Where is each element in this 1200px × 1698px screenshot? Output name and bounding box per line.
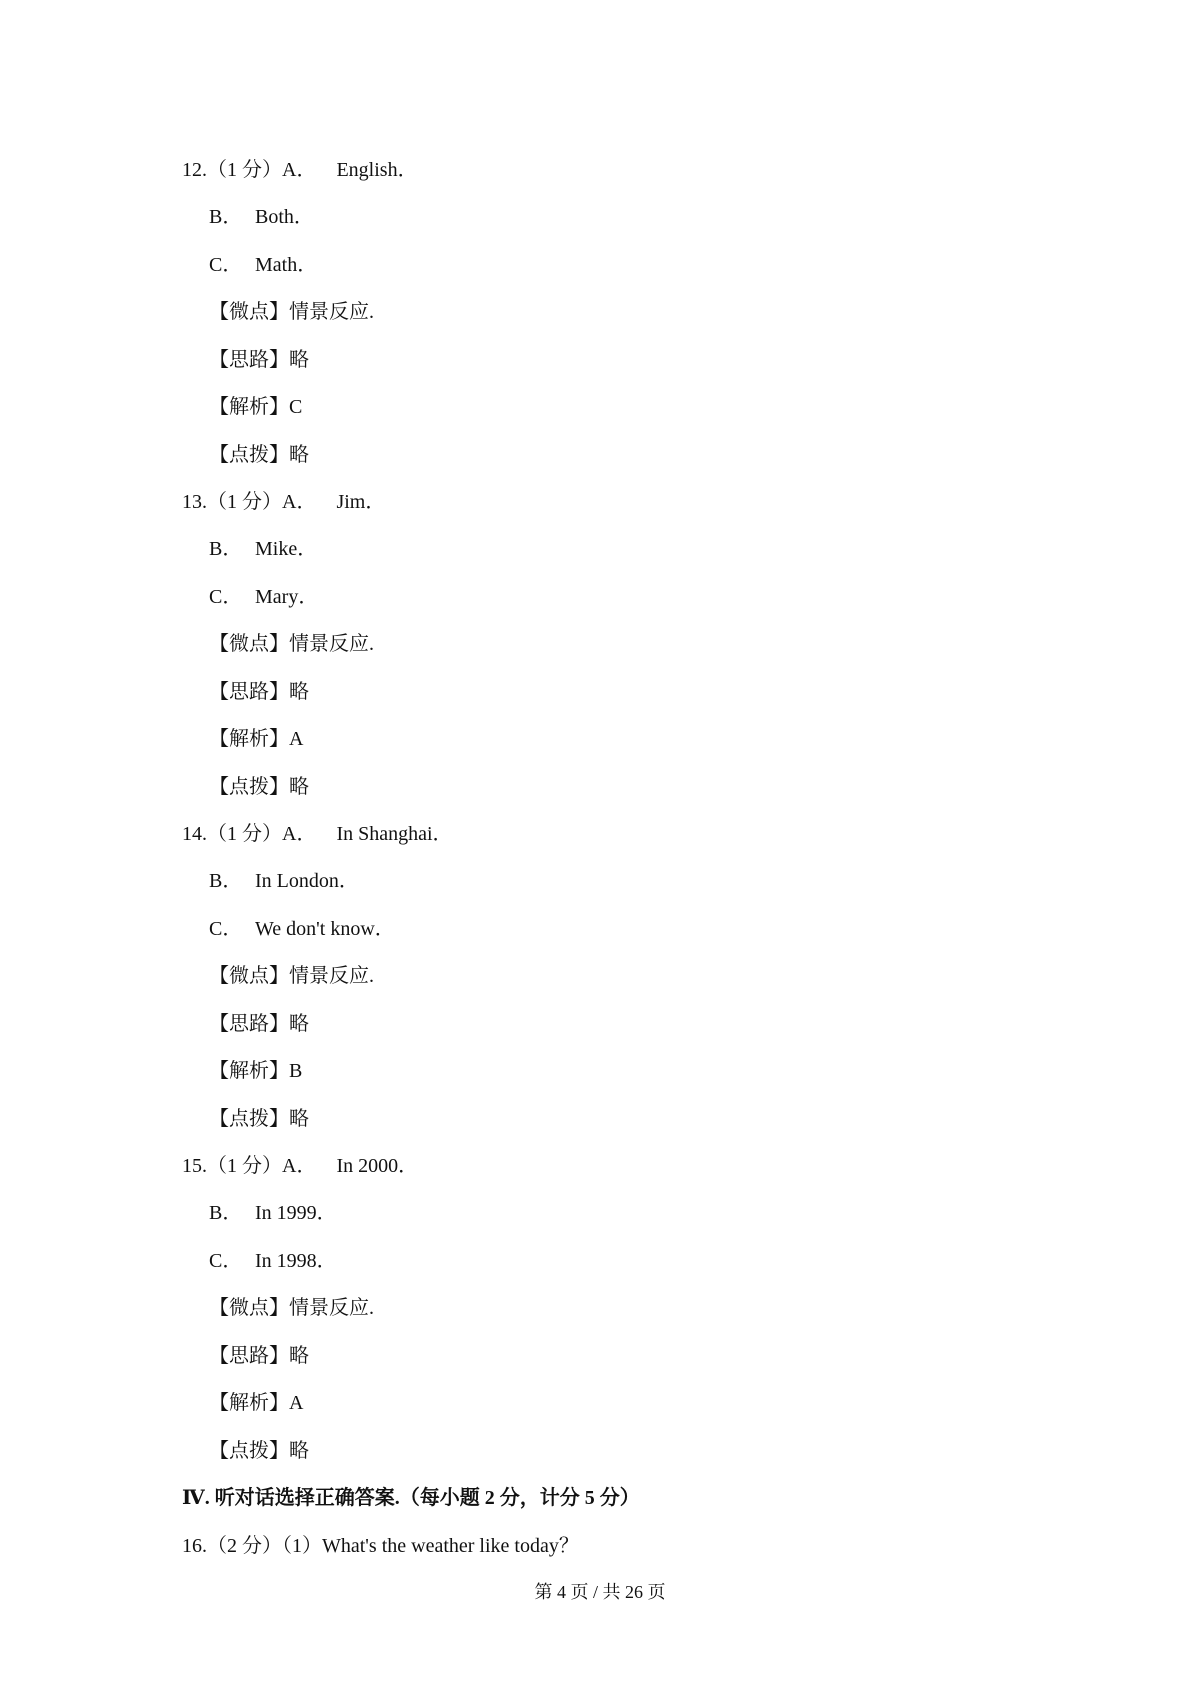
- option-b: [209, 1200, 337, 1226]
- tag-value: 略: [289, 349, 309, 371]
- option-text: In 1998．: [255, 1250, 337, 1272]
- question-number: 15.: [182, 1155, 207, 1177]
- question-13-header: [182, 489, 385, 515]
- tag-label: 【点拨】: [209, 444, 289, 466]
- tag-label: 【思路】: [209, 1013, 289, 1035]
- tag-label: 【微点】: [209, 633, 289, 655]
- tag-label: 【思路】: [209, 681, 289, 703]
- question-16-header: [182, 1533, 579, 1559]
- option-letter: C．: [209, 254, 243, 276]
- option-letter: A．: [282, 491, 317, 513]
- tag-value: 略: [289, 1345, 309, 1367]
- option-b: [209, 536, 317, 562]
- tag-jiexi: [209, 394, 302, 420]
- option-c: [209, 252, 317, 278]
- tag-value: A: [289, 1392, 304, 1414]
- option-letter: B．: [209, 538, 243, 560]
- option-letter: A．: [282, 1155, 317, 1177]
- tag-value: B: [289, 1060, 303, 1082]
- tag-silu: [209, 1343, 309, 1369]
- tag-value: A: [289, 728, 304, 750]
- option-letter: C．: [209, 1250, 243, 1272]
- tag-label: 【解析】: [209, 1060, 289, 1082]
- question-score: （1 分）: [207, 159, 282, 181]
- tag-value: C: [289, 396, 303, 418]
- tag-label: 【点拨】: [209, 776, 289, 798]
- tag-value: 略: [289, 1013, 309, 1035]
- option-c: [209, 1248, 337, 1274]
- option-letter: A．: [282, 823, 317, 845]
- question-number: 16.: [182, 1535, 207, 1557]
- tag-label: 【点拨】: [209, 1108, 289, 1130]
- section-heading: Ⅳ. 听对话选择正确答案.（每小题 2 分，计分 5 分）: [182, 1487, 640, 1509]
- tag-dianbo: [209, 1106, 309, 1132]
- tag-silu: [209, 347, 309, 373]
- option-text: English．: [336, 159, 418, 181]
- tag-value: 情景反应.: [289, 633, 374, 655]
- option-letter: B．: [209, 870, 243, 892]
- tag-value: 情景反应.: [289, 965, 374, 987]
- option-text: Mike．: [255, 538, 318, 560]
- option-b: [209, 204, 314, 230]
- question-score: （2 分）: [207, 1535, 282, 1557]
- option-letter: B．: [209, 1202, 243, 1224]
- question-15-header: [182, 1153, 418, 1179]
- question-number: 14.: [182, 823, 207, 845]
- option-text: Math．: [255, 254, 318, 276]
- option-c: [209, 916, 395, 942]
- option-text: Mary．: [255, 586, 319, 608]
- tag-label: 【解析】: [209, 1392, 289, 1414]
- question-12-header: [182, 157, 418, 183]
- question-score: （1 分）: [207, 823, 282, 845]
- option-text: Both．: [255, 206, 314, 228]
- question-score: （1 分）: [207, 491, 282, 513]
- sub-question: （1）What's the weather like today？: [282, 1535, 579, 1557]
- tag-label: 【解析】: [209, 396, 289, 418]
- tag-weidian: [209, 963, 374, 989]
- option-c: [209, 584, 318, 610]
- tag-silu: [209, 679, 309, 705]
- option-letter: C．: [209, 586, 243, 608]
- tag-label: 【点拨】: [209, 1440, 289, 1462]
- tag-label: 【微点】: [209, 301, 289, 323]
- tag-label: 【思路】: [209, 349, 289, 371]
- tag-value: 略: [289, 1440, 309, 1462]
- tag-weidian: [209, 631, 374, 657]
- tag-value: 略: [289, 776, 309, 798]
- question-score: （1 分）: [207, 1155, 282, 1177]
- option-text: Jim．: [336, 491, 386, 513]
- option-text: We don't know．: [255, 918, 395, 940]
- tag-value: 略: [289, 681, 309, 703]
- tag-value: 略: [289, 1108, 309, 1130]
- tag-jiexi: [209, 726, 303, 752]
- tag-dianbo: [209, 442, 309, 468]
- option-b: [209, 868, 359, 894]
- tag-weidian: [209, 1295, 374, 1321]
- tag-label: 【解析】: [209, 728, 289, 750]
- tag-label: 【微点】: [209, 1297, 289, 1319]
- tag-silu: [209, 1011, 309, 1037]
- option-letter: B．: [209, 206, 243, 228]
- tag-dianbo: [209, 774, 309, 800]
- option-text: In 1999．: [255, 1202, 337, 1224]
- option-letter: C．: [209, 918, 243, 940]
- tag-weidian: [209, 299, 374, 325]
- tag-jiexi: [209, 1390, 303, 1416]
- option-text: In 2000．: [336, 1155, 419, 1177]
- tag-label: 【思路】: [209, 1345, 289, 1367]
- question-number: 12.: [182, 159, 207, 181]
- page-footer: 第 4 页 / 共 26 页: [534, 1582, 666, 1602]
- option-text: In Shanghai．: [336, 823, 453, 845]
- tag-value: 略: [289, 444, 309, 466]
- tag-dianbo: [209, 1438, 309, 1464]
- question-14-header: [182, 821, 453, 847]
- question-number: 13.: [182, 491, 207, 513]
- option-text: In London．: [255, 870, 359, 892]
- option-letter: A．: [282, 159, 317, 181]
- tag-value: 情景反应.: [289, 1297, 374, 1319]
- tag-label: 【微点】: [209, 965, 289, 987]
- tag-value: 情景反应.: [289, 301, 374, 323]
- tag-jiexi: [209, 1058, 302, 1084]
